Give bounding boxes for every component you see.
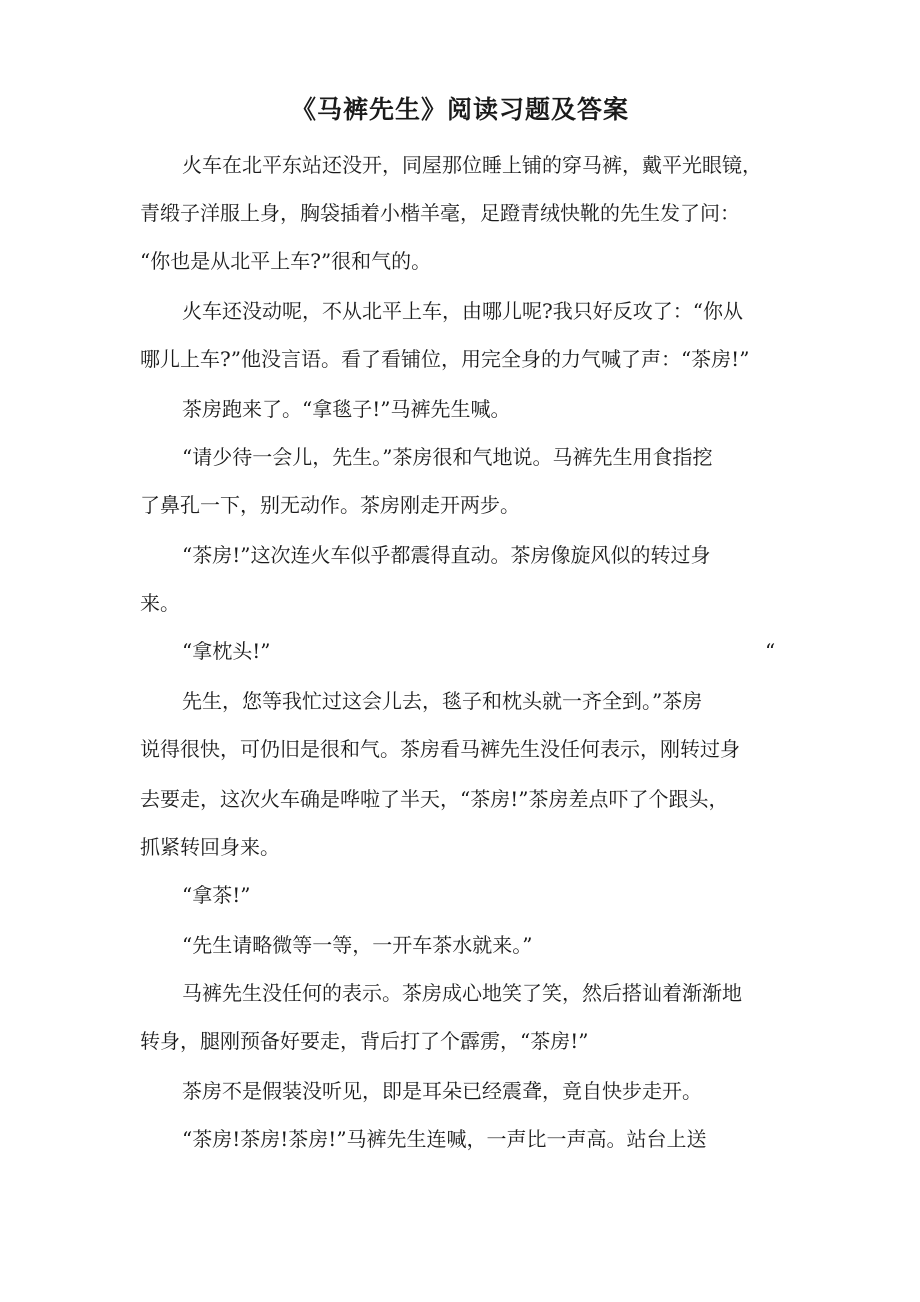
text-line: 来。: [140, 591, 180, 615]
text-line: 哪儿上车?”他没言语。看了看铺位，用完全身的力气喊了声：“茶房!”: [140, 347, 750, 371]
text-line: 先生，您等我忙过这会儿去，毯子和枕头就一齐全到。”茶房: [182, 689, 703, 713]
text-line: 火车还没动呢，不从北平上车，由哪儿呢?我只好反攻了：“你从: [182, 299, 743, 323]
text-line: “你也是从北平上车?”很和气的。: [140, 249, 432, 273]
text-line: “先生请略微等一等，一开车茶水就来。”: [182, 933, 533, 957]
text-line: “拿茶!”: [182, 883, 251, 907]
text-line: 说得很快，可仍旧是很和气。茶房看马裤先生没任何表示，刚转过身: [140, 737, 740, 761]
text-line: 转身，腿刚预备好要走，背后打了个霹雳，“茶房!”: [140, 1029, 589, 1053]
text-line: “请少待一会儿，先生。”茶房很和气地说。马裤先生用食指挖: [182, 445, 713, 469]
text-line: 青缎子洋服上身，胸袋插着小楷羊毫，足蹬青绒快靴的先生发了问：: [140, 201, 740, 225]
text-line: 马裤先生没任何的表示。茶房成心地笑了笑，然后搭讪着渐渐地: [182, 981, 742, 1005]
text-line: “茶房!茶房!茶房!”马裤先生连喊，一声比一声高。站台上送: [182, 1127, 707, 1151]
text-line: “拿枕头!”: [182, 639, 271, 663]
text-line: 火车在北平东站还没开，同屋那位睡上铺的穿马裤，戴平光眼镜，: [182, 153, 762, 177]
text-line: 抓紧转回身来。: [140, 835, 280, 859]
text-line: 茶房跑来了。“拿毯子!”马裤先生喊。: [182, 397, 511, 421]
text-line: “: [765, 639, 776, 663]
text-line: 茶房不是假装没听见，即是耳朵已经震聋，竟自快步走开。: [182, 1079, 702, 1103]
document-title: 《马裤先生》阅读习题及答案: [290, 95, 629, 124]
text-line: 了鼻孔一下，别无动作。茶房刚走开两步。: [140, 493, 520, 517]
text-line: 去要走，这次火车确是哗啦了半天，“茶房!”茶房差点吓了个跟头，: [140, 787, 729, 811]
text-line: “茶房!”这次连火车似乎都震得直动。茶房像旋风似的转过身: [182, 543, 711, 567]
